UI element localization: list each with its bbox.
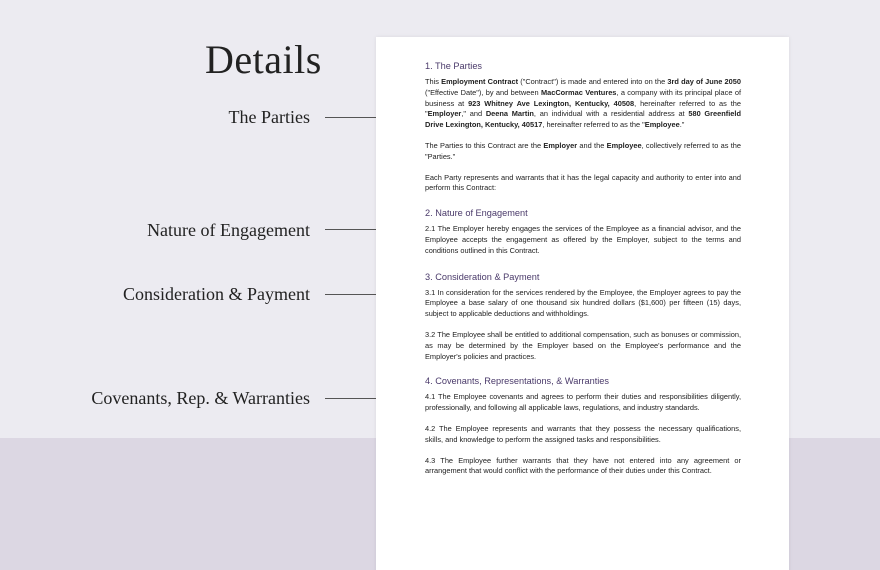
text-run: 4.1 The Employee covenants and agrees to perform their duties and responsibilities diligently, professionally, and following all applicable laws, regulations, and industry standards. xyxy=(425,392,741,413)
section-consideration-payment xyxy=(425,272,741,363)
paragraph xyxy=(425,392,741,414)
page-title: Details xyxy=(205,37,322,82)
bold-text: 580 Greenfield Drive Lexington, Kentucky, 40517 xyxy=(425,109,741,130)
bold-text: Employer xyxy=(543,140,578,150)
text-run: ." xyxy=(679,120,685,130)
text-run: , collectively referred to as the "Parties." xyxy=(425,140,741,161)
text-run: The Parties to this Contract are the xyxy=(425,140,544,150)
bold-text: Employee xyxy=(606,140,642,150)
text-run: ," and xyxy=(461,109,486,119)
section-title: 1. The Parties xyxy=(425,61,483,71)
bold-text: Employer xyxy=(427,109,462,119)
paragraph xyxy=(425,224,741,256)
text-run: ("Contract") is made and entered into on the xyxy=(518,77,668,86)
paragraph xyxy=(425,456,741,478)
paragraph xyxy=(425,288,741,320)
paragraph xyxy=(425,424,741,446)
text-run: This xyxy=(425,77,442,86)
bold-text: 923 Whitney Ave Lexington, Kentucky, 40508 xyxy=(468,98,635,108)
callout-the-parties: The Parties xyxy=(228,107,310,127)
callout-nature-of-engagement: Nature of Engagement xyxy=(147,220,310,240)
text-run: , an individual with a residential address at xyxy=(533,109,689,119)
section-title: 2. Nature of Engagement xyxy=(425,208,528,219)
text-run: ("Effective Date"), by and between xyxy=(425,87,541,97)
bold-text: Deena Martin xyxy=(485,109,534,119)
section-parties xyxy=(425,61,741,194)
text-run: and the xyxy=(577,140,607,150)
section-covenants xyxy=(425,376,741,477)
bold-text: MacCormac Ventures xyxy=(540,87,617,97)
bold-text: 3rd day of June 2050 xyxy=(667,77,741,86)
document-page xyxy=(376,37,789,570)
section-title: 4. Covenants, Representations, & Warranties xyxy=(425,376,610,387)
text-run: 3.1 In consideration for the services rendered by the Employee, the Employer agrees to pay the Employee a base salary of one thousand six hundred dollars ($1,600) per fifteen (15) days, subject to applicable deductions and withholdings. xyxy=(425,287,741,319)
bold-text: Employee xyxy=(644,120,680,130)
paragraph xyxy=(425,330,741,362)
paragraph xyxy=(425,141,741,163)
text-run: 2.1 The Employer hereby engages the services of the Employee as a financial advisor, and the Employee accepts the engagement as offered by the Employer, subject to the terms and conditions outlined in this Contract. xyxy=(425,224,741,255)
text-run: , hereinafter referred to as the " xyxy=(542,120,645,130)
paragraph xyxy=(425,173,741,195)
callout-consideration-payment: Consideration & Payment xyxy=(123,284,310,304)
bold-text: Employment Contract xyxy=(441,77,519,86)
document-content xyxy=(425,61,741,487)
section-title: 3. Consideration & Payment xyxy=(425,271,540,282)
text-run: 4.3 The Employee further warrants that they have not entered into any agreement or arrangement that would conflict with the performance of their duties under this Contract. xyxy=(425,455,741,476)
text-run: , hereinafter referred to as the " xyxy=(425,98,741,119)
text-run: 3.2 The Employee shall be entitled to additional compensation, such as bonuses or commission, as may be determined by the Employer based on the Employee's performance and the Employer's policies and practices. xyxy=(425,329,741,361)
text-run: , a company with its principal place of business at xyxy=(425,87,741,108)
section-nature-of-engagement xyxy=(425,208,741,256)
text-run: 4.2 The Employee represents and warrants that they possess the necessary qualifications, skills, and knowledge to perform the assigned tasks and responsibilities. xyxy=(425,423,741,444)
callout-covenants: Covenants, Rep. & Warranties xyxy=(91,388,310,408)
paragraph xyxy=(425,77,741,131)
text-run: Each Party represents and warrants that it has the legal capacity and authority to enter into and perform this Contract: xyxy=(425,172,741,193)
